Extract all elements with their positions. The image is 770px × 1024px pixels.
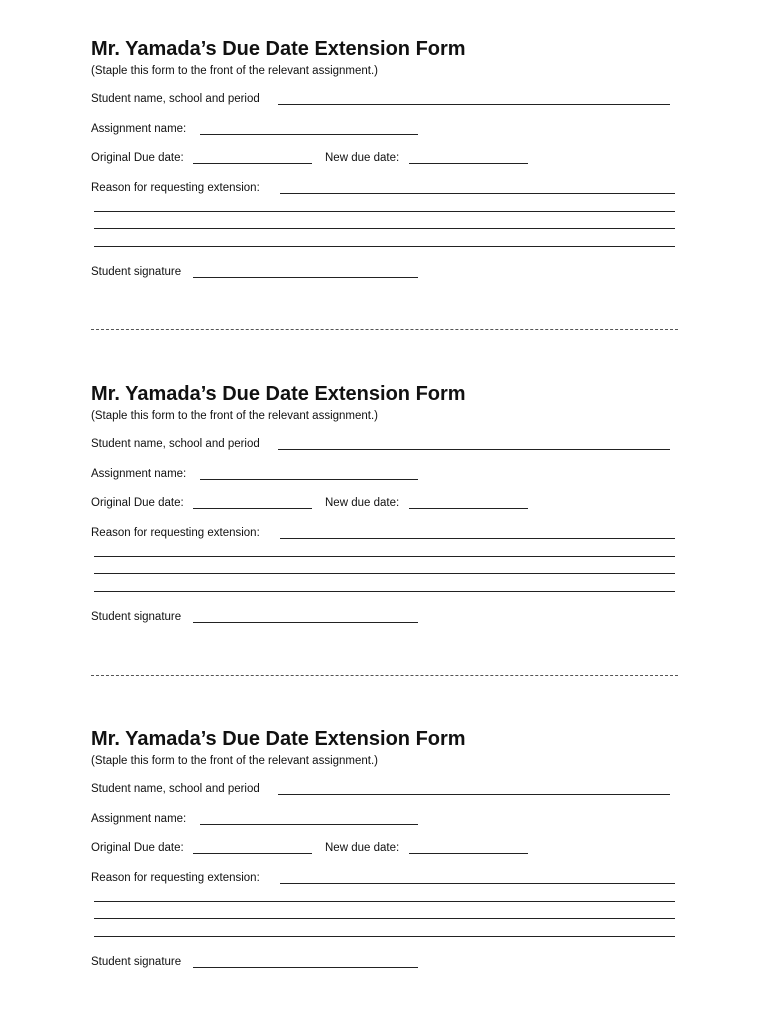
original-due-date-field[interactable] [193, 508, 312, 509]
extension-form-3 [0, 690, 770, 990]
cut-line-separator [91, 329, 678, 330]
reason-field-line-1[interactable] [280, 883, 675, 884]
student-name-field[interactable] [278, 449, 670, 450]
form-title: Mr. Yamada’s Due Date Extension Form [91, 728, 466, 750]
assignment-name-field[interactable] [200, 824, 418, 825]
student-name-label: Student name, school and period [91, 438, 260, 450]
original-due-date-field[interactable] [193, 853, 312, 854]
student-signature-label: Student signature [91, 266, 182, 278]
new-due-date-field[interactable] [409, 508, 528, 509]
student-name-label: Student name, school and period [91, 783, 260, 795]
assignment-name-field[interactable] [200, 479, 418, 480]
student-signature-field[interactable] [193, 967, 418, 968]
reason-field-line-4[interactable] [94, 591, 675, 592]
cut-line-separator [91, 675, 678, 676]
reason-field-line-4[interactable] [94, 936, 675, 937]
original-due-date-field[interactable] [193, 163, 312, 164]
reason-field-line-3[interactable] [94, 918, 675, 919]
assignment-name-label: Assignment name: [91, 468, 187, 480]
student-signature-field[interactable] [193, 277, 418, 278]
reason-field-line-4[interactable] [94, 246, 675, 247]
form-subtitle: (Staple this form to the front of the relevant assignment.) [91, 410, 379, 422]
reason-field-line-1[interactable] [280, 538, 675, 539]
reason-field-line-3[interactable] [94, 573, 675, 574]
student-name-label: Student name, school and period [91, 93, 260, 105]
form-title: Mr. Yamada’s Due Date Extension Form [91, 383, 466, 405]
reason-field-line-2[interactable] [94, 556, 675, 557]
reason-field-line-2[interactable] [94, 901, 675, 902]
new-due-date-field[interactable] [409, 163, 528, 164]
reason-label: Reason for requesting extension: [91, 182, 260, 194]
original-due-date-label: Original Due date: [91, 152, 184, 164]
reason-label: Reason for requesting extension: [91, 872, 260, 884]
student-signature-label: Student signature [91, 611, 182, 623]
new-due-date-label: New due date: [325, 842, 400, 854]
extension-form-1 [0, 0, 770, 300]
extension-form-2 [0, 345, 770, 645]
student-name-field[interactable] [278, 794, 670, 795]
original-due-date-label: Original Due date: [91, 497, 184, 509]
new-due-date-label: New due date: [325, 497, 400, 509]
student-signature-label: Student signature [91, 956, 182, 968]
reason-field-line-1[interactable] [280, 193, 675, 194]
reason-label: Reason for requesting extension: [91, 527, 260, 539]
original-due-date-label: Original Due date: [91, 842, 184, 854]
form-title: Mr. Yamada’s Due Date Extension Form [91, 38, 466, 60]
student-signature-field[interactable] [193, 622, 418, 623]
reason-field-line-3[interactable] [94, 228, 675, 229]
new-due-date-field[interactable] [409, 853, 528, 854]
assignment-name-label: Assignment name: [91, 123, 187, 135]
assignment-name-label: Assignment name: [91, 813, 187, 825]
reason-field-line-2[interactable] [94, 211, 675, 212]
student-name-field[interactable] [278, 104, 670, 105]
form-subtitle: (Staple this form to the front of the relevant assignment.) [91, 65, 379, 77]
new-due-date-label: New due date: [325, 152, 400, 164]
assignment-name-field[interactable] [200, 134, 418, 135]
form-subtitle: (Staple this form to the front of the relevant assignment.) [91, 755, 379, 767]
